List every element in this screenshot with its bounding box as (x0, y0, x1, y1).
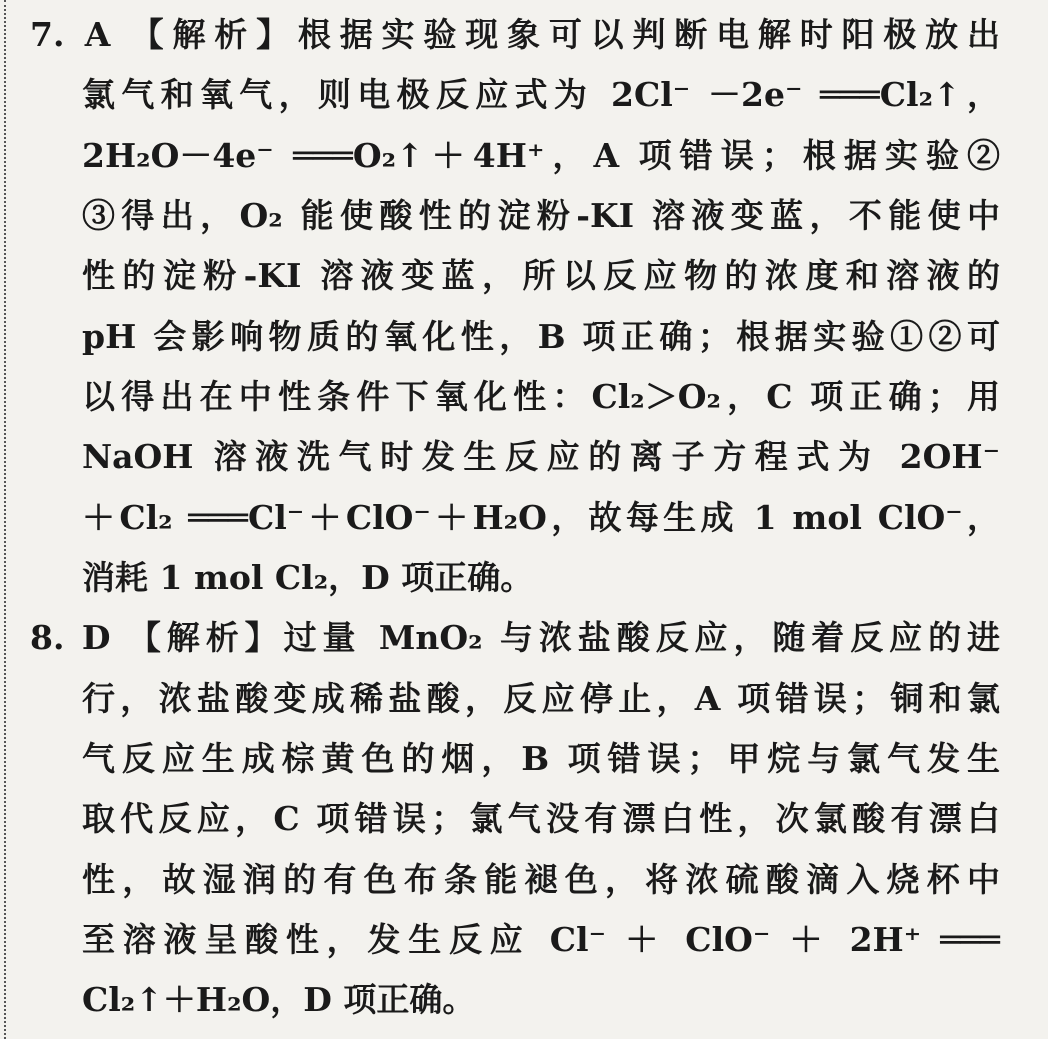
text-line: 性，故湿润的有色布条能褪色，将浓硫酸滴入烧杯中 (82, 860, 1000, 899)
text-line: 7. A 【解析】根据实验现象可以判断电解时阳极放出 (30, 15, 1000, 54)
page-margin-dotted-line (4, 0, 6, 1039)
text-line: ＋Cl₂ ═══Cl⁻＋ClO⁻＋H₂O，故每生成 1 mol ClO⁻， (82, 498, 1000, 537)
text-line: 行，浓盐酸变成稀盐酸，反应停止，A 项错误；铜和氯 (82, 679, 1000, 718)
text-line: 氯气和氧气，则电极反应式为 2Cl⁻ －2e⁻ ═══Cl₂↑， (82, 75, 1000, 114)
text-line: pH 会影响物质的氧化性，B 项正确；根据实验①②可 (82, 317, 1000, 356)
text-line: Cl₂↑＋H₂O，D 项正确。 (82, 980, 476, 1019)
text-line: 性的淀粉-KI 溶液变蓝，所以反应物的浓度和溶液的 (82, 256, 1000, 295)
text-line: 以得出在中性条件下氧化性：Cl₂＞O₂，C 项正确；用 (82, 377, 1000, 416)
text-line: 气反应生成棕黄色的烟，B 项错误；甲烷与氯气发生 (82, 739, 1000, 778)
text-line: NaOH 溶液洗气时发生反应的离子方程式为 2OH⁻ (82, 437, 1000, 476)
text-line: 2H₂O－4e⁻ ═══O₂↑＋4H⁺，A 项错误；根据实验② (82, 136, 1000, 175)
text-line: 消耗 1 mol Cl₂，D 项正确。 (82, 558, 534, 597)
text-line: 8. D 【解析】过量 MnO₂ 与浓盐酸反应，随着反应的进 (30, 618, 1000, 657)
text-line: 至溶液呈酸性，发生反应 Cl⁻ ＋ ClO⁻ ＋ 2H⁺ ═══ (82, 920, 1000, 959)
text-line: ③得出，O₂ 能使酸性的淀粉-KI 溶液变蓝，不能使中 (82, 196, 1000, 235)
text-line: 取代反应，C 项错误；氯气没有漂白性，次氯酸有漂白 (82, 799, 1000, 838)
